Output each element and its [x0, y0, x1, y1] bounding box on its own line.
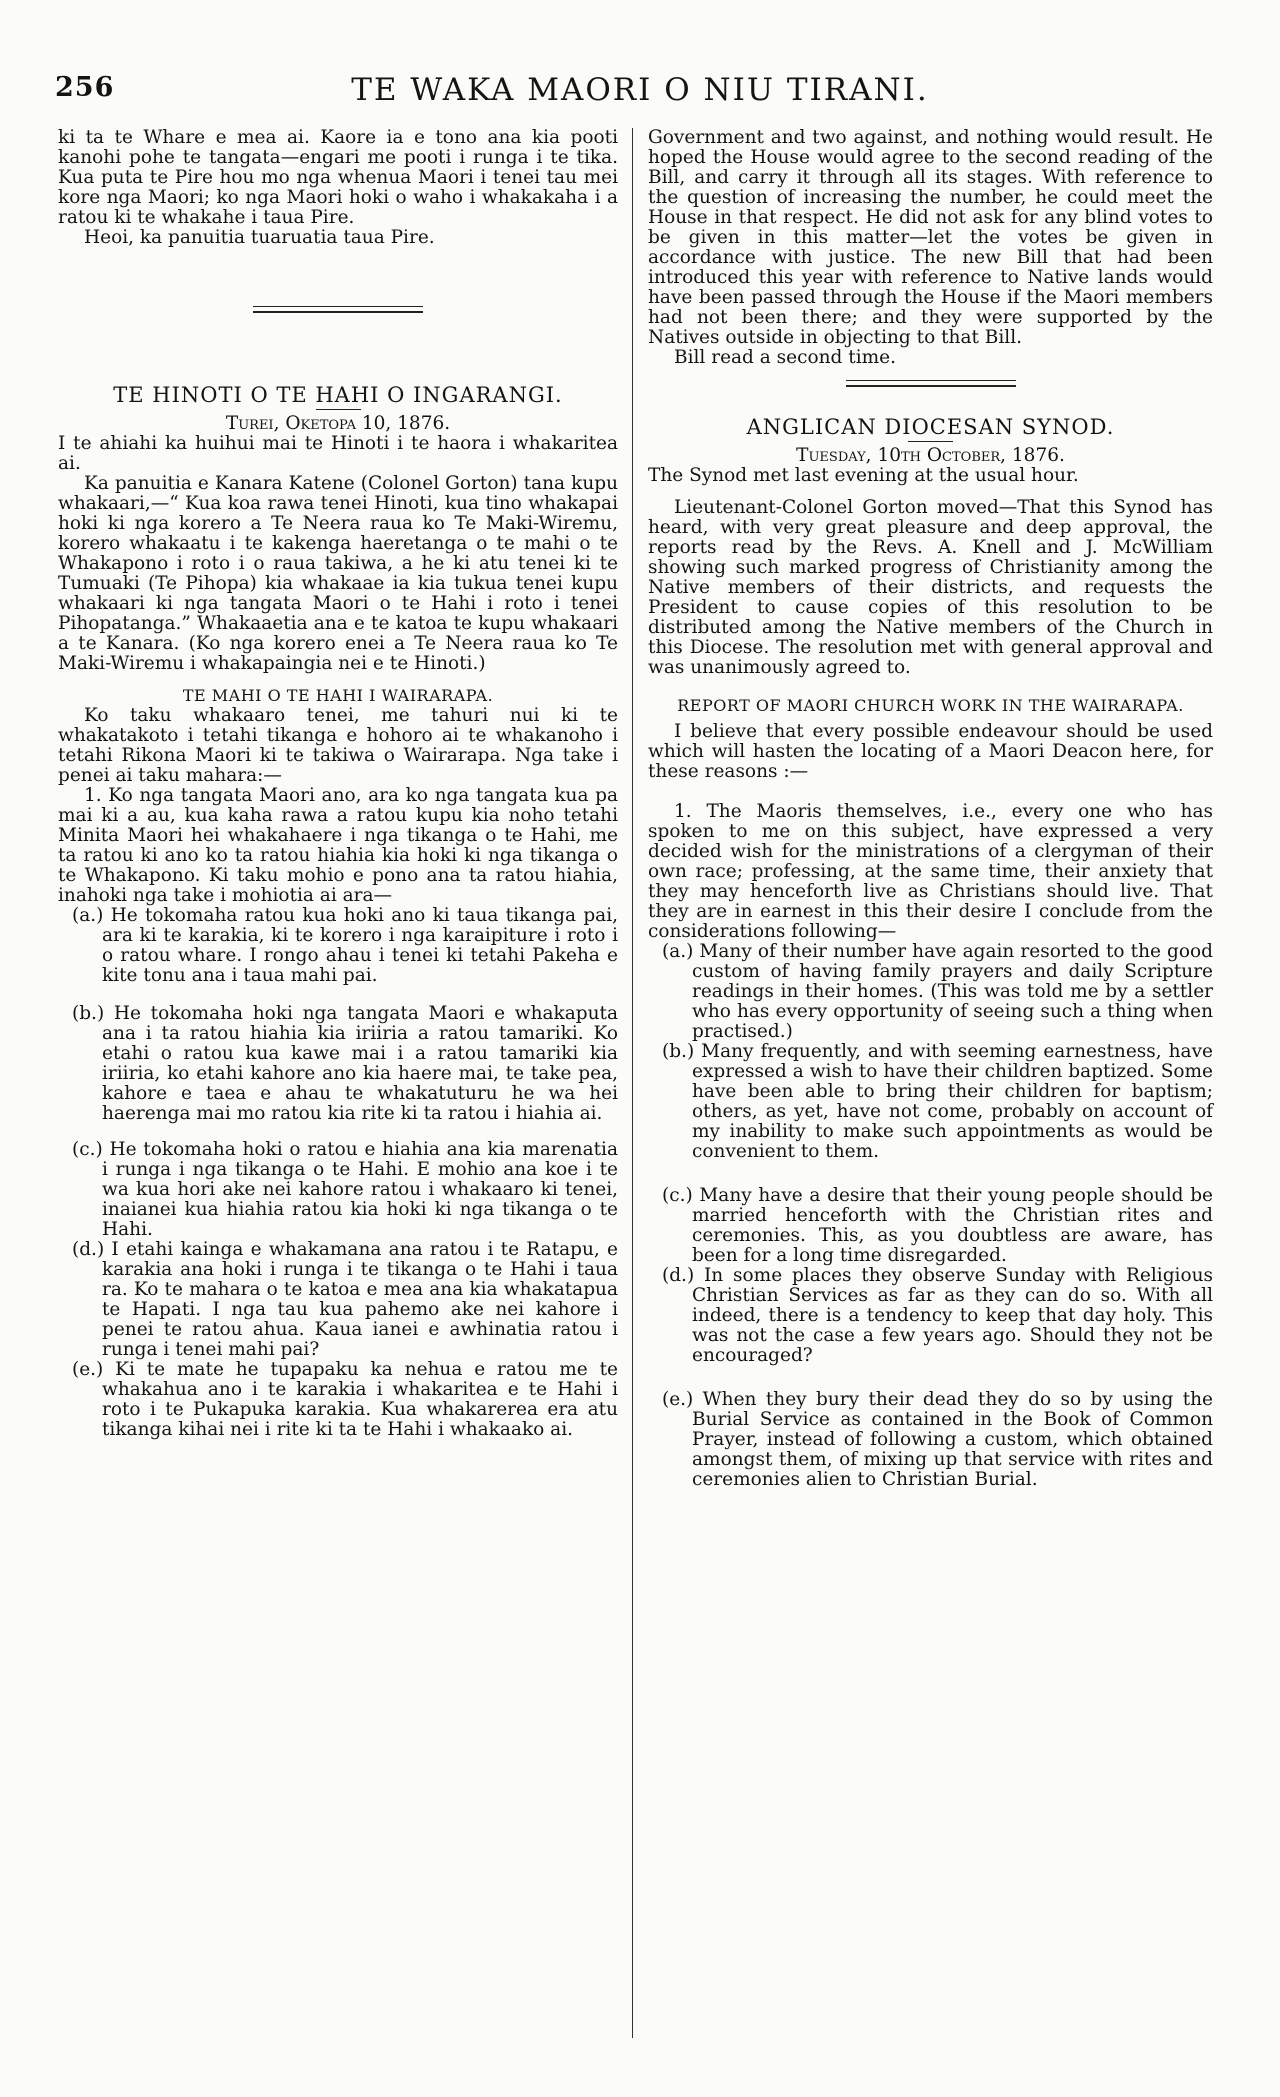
- motion-paragraph: Lieutenant-Colonel Gorton moved—That this Synod has heard, with very great pleasure and deep approval, the reports read by the Revs. A. Knell and J. McWilliam showing such marked progress of Christianity among the Native members of their districts, and requests the President to cause copies of this resolution to be distributed among the Native members of the Church in this Diocese. The resolution met with general approval and was unanimously agreed to.: [648, 497, 1213, 678]
- section-title: ANGLICAN DIOCESAN SYNOD.: [746, 415, 1115, 439]
- list-item: (c.) Many have a desire that their young people should be married henceforth with the Christian rites and ceremonies. This, as you doubtless are aware, has been for a long time disregarded.: [662, 1185, 1213, 1266]
- list-item: (b.) He tokomaha hoki nga tangata Maori e whakaputa ana i ta ratou hiahia kia iriiria a ratou tamariki. Ko etahi o ratou kua kawe mai i a ratou tamariki kia iriiria, ko etahi kahore ano kia haere mai, te take pea, kahore e taea e ahau te whakatuturu he wa hei haerenga mai mo ratou kia rite ki ta ratou i hiahia ai.: [72, 1003, 618, 1124]
- point-one-paragraph: 1. The Maoris themselves, i.e., every one who has spoken to me on this subject, have expressed a very decided wish for the ministrations of a clergyman of their own race; professing, at the same time, their anxiety that they may henceforth live as Christians should live. That they are in earnest in this their desire I conclude from the considerations following—: [648, 801, 1213, 942]
- list-item: (b.) Many frequently, and with seeming earnestness, have expressed a wish to have their children baptized. Some have been able to bring their children for baptism; others, as yet, have not come, probably on account of my inability to make such appointments as would be convenient to them.: [662, 1041, 1213, 1162]
- intro-paragraph: I believe that every possible endeavour should be used which will hasten the locating of a Maori Deacon here, for these reasons :—: [648, 721, 1213, 782]
- list-item: (e.) Ki te mate he tupapaku ka nehua e ratou me te whakahua ano i te karakia i whakaritea e te Hahi i roto i te Pukapuka karakia. Kua whakarerea era atu tikanga kihai nei i rite ki ta te Hahi i whakaako ai.: [72, 1359, 618, 1440]
- list-item: (d.) In some places they observe Sunday with Religious Christian Services as far as they can do so. With all indeed, there is a tendency to keep that day holy. This was not the case a few years ago. Should they not be encouraged?: [662, 1265, 1213, 1366]
- list-item: (d.) I etahi kainga e whakamana ana ratou i te Ratapu, e karakia ana hoki i runga i te tikanga o te Hahi i taua ra. Ko te mahara o te katoa e mea ana kia whakatapua te Hapati. I nga tau kua pahemo ake nei kahore i penei te ratou ahua. Kaua ianei e awhinatia ratou i runga i tenei mahi pai?: [72, 1239, 618, 1360]
- motion-paragraph: Ka panuitia e Kanara Katene (Colonel Gorton) tana kupu whakaari,—“ Kua koa rawa tenei Hinoti, kua tino whakapai hoki ki nga korero a Te Neera raua ko Te Maki-Wiremu, korero whakaatu i te kakenga haeretanga o te mahi o te Whakapono i roto i o raua takiwa, a he ki atu tenei ki te Tumuaki (Te Pihopa) kia whakaae ia kia tukua tenei kupu whakaari ki nga tangata Maori o te Hahi i roto i tenei Pihopatanga.” Whakaaetia ana e te katoa te kupu whakaari a te Kanara. (Ko nga korero enei a Te Neera raua ko Te Maki-Wiremu i whakapaingia nei e te Hinoti.): [58, 473, 618, 674]
- section-title: TE HINOTI O TE HAHI O INGARANGI.: [113, 383, 563, 407]
- page-number: 256: [55, 72, 115, 103]
- opening-paragraph: I te ahiahi ka huihui mai te Hinoti i te haora i whakaritea ai.: [58, 433, 618, 474]
- closing-paragraph: Bill read a second time.: [674, 347, 896, 368]
- closing-paragraph: Heoi, ka panuitia tuaruatia taua Pire.: [84, 227, 435, 248]
- subsection-title: TE MAHI O TE HAHI I WAIRARAPA.: [182, 686, 494, 705]
- opening-paragraph: The Synod met last evening at the usual hour.: [648, 465, 1079, 486]
- continuation-paragraph: Government and two against, and nothing would result. He hoped the House would agree to the second reading of the Bill, and carry it through all its stages. With reference to the question of increasing the number, he could meet the House in that respect. He did not ask for any blind votes to be given in this matter—let the votes be given in accordance with justice. The new Bill that had been introduced this year with reference to Native lands would have been passed through the House if the Maori members had not been there; and they were supported by the Natives outside in objecting to that Bill.: [648, 127, 1213, 348]
- short-rule: [908, 441, 953, 442]
- point-one-paragraph: 1. Ko nga tangata Maori ano, ara ko nga tangata kua pa mai ki a au, kua kaha rawa a ratou kupu kia noho tetahi Minita Maori hei whakahaere i nga tikanga o te Hahi, me ta ratou ki ano ko ta ratou hiahia kia hoki ki nga tikanga o te Whakapono. Ki taku mohio e pono ana ta ratou hiahia, inahoki nga take i mohiotia ai ara—: [58, 785, 618, 906]
- column-divider: [632, 128, 633, 2038]
- left-column: [58, 128, 618, 1440]
- section-separator-rule: [846, 380, 1016, 387]
- intro-paragraph: Ko taku whakaaro tenei, me tahuri nui ki te whakatakoto i tetahi tikanga e hohoro ai te whakanoho i tetahi Rikona Maori ki te takiwa o Wairarapa. Nga take i penei ai taku mahara:—: [58, 705, 618, 786]
- short-rule: [316, 409, 361, 410]
- list-item: (a.) He tokomaha ratou kua hoki ano ki taua tikanga pai, ara ki te karakia, ki te korero i nga karaipiture i roto i o ratou whare. I rongo ahau i tenei ki tetahi Pakeha e kite tonu ana i taua mahi pai.: [72, 905, 618, 986]
- subsection-title: REPORT OF MAORI CHURCH WORK IN THE WAIRARAPA.: [677, 696, 1184, 715]
- list-item: (c.) He tokomaha hoki o ratou e hiahia ana kia marenatia i runga i nga tikanga o te Hahi. E mohio ana koe i te wa kua hori ake nei kahore ratou i whakaaro ki tenei, inaianei kua hiahia ratou kia hoki ki nga tikanga o te Hahi.: [72, 1139, 618, 1240]
- dateline: Turei, Oketopa 10, 1876.: [225, 413, 451, 434]
- list-item: (a.) Many of their number have again resorted to the good custom of having family prayers and daily Scripture readings in their homes. (This was told me by a settler who has every opportunity of seeing such a thing when practised.): [662, 941, 1213, 1042]
- section-separator-rule: [253, 306, 423, 313]
- page-header: [55, 72, 1225, 122]
- running-title: TE WAKA MAORI O NIU TIRANI.: [351, 72, 929, 108]
- dateline: Tuesday, 10th October, 1876.: [796, 445, 1065, 466]
- list-item: (e.) When they bury their dead they do so by using the Burial Service as contained in the Book of Common Prayer, instead of following a custom, which obtained amongst them, of mixing up that service with rites and ceremonies alien to Christian Burial.: [662, 1389, 1213, 1490]
- right-column: [648, 128, 1213, 1490]
- continuation-paragraph: ki ta te Whare e mea ai. Kaore ia e tono ana kia pooti kanohi pohe te tangata—engari me pooti i runga i te tika. Kua puta te Pire hou mo nga whenua Maori i tenei tau mei kore nga Maori; ko nga Maori hoki o waho i whakakaha i a ratou ki te whakahe i taua Pire.: [58, 127, 618, 228]
